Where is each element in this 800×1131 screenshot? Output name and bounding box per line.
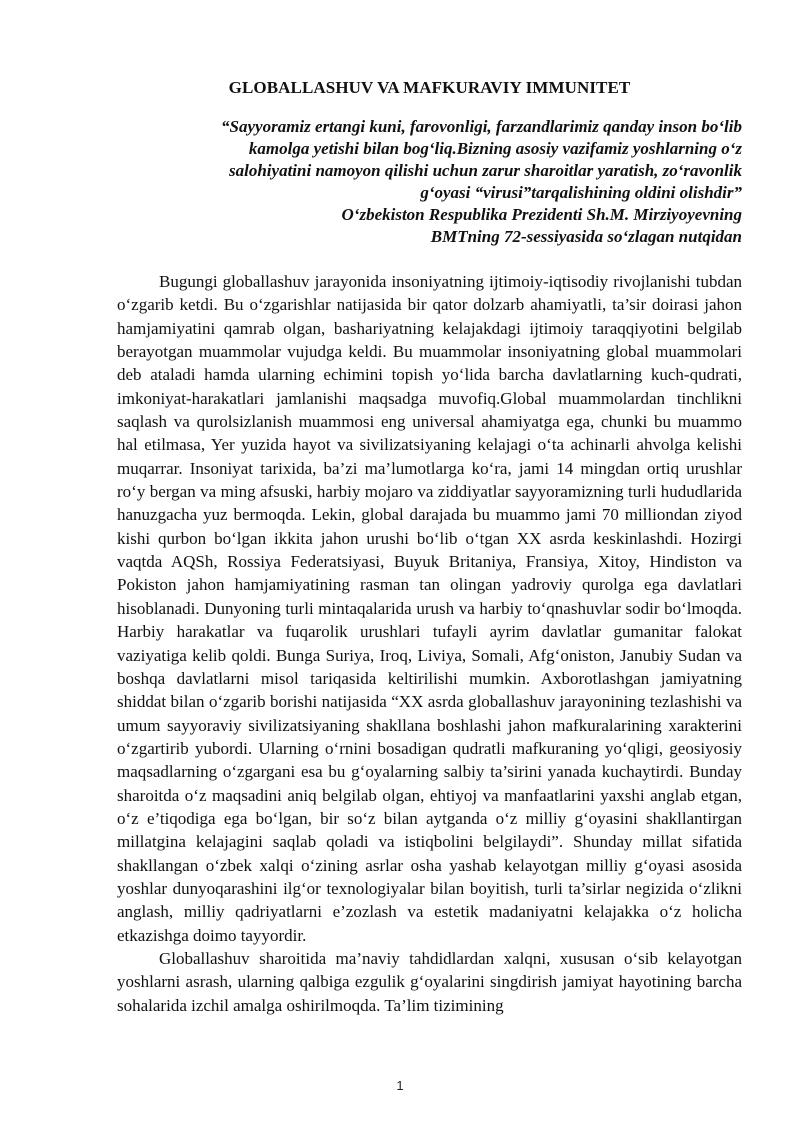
document-title: GLOBALLASHUV VA MAFKURAVIY IMMUNITET	[228, 78, 631, 97]
paragraph: Bugungi globallashuv jarayonida insoniyatning ijtimoiy-iqtisodiy rivojlanishi tubdan o‘zgarib ketdi. Bu o‘zgarishlar natijasida bir qator dolzarb ahamiyatli, ta’sir doirasi jahon hamjamiyatini qamrab olgan, bashariyatning kelajakdagi ijtimoiy taraqqiyotini belgilab berayotgan muammolar vujudga keldi. Bu muammolar insoniyatning global muammolari deb ataladi hamda ularning echimini topish yo‘lida barcha davlatlarning kuch-qudrati, imkoniyat-harakatlari jamlanishi maqsadga muvofiq.Global muammolardan tinchlikni saqlash va qurolsizlanish muammosi eng universal ahamiyatga ega, chunki bu muammo hal etilmasa, Yer yuzida hayot va sivilizatsiyaning kelajagi o‘ta achinarli ahvolga kelishi muqarrar. Insoniyat tarixida, ba’zi ma’lumotlarga ko‘ra, jami 14 mingdan ortiq urushlar ro‘y bergan va ming afsuski, harbiy mojaro va ziddiyatlar sayyoramizning turli hududlarida hanuzgacha yuz bermoqda. Lekin, global darajada bu muammo jami 70 milliondan ziyod kishi qurbon bo‘lgan ikkita jahon urushi bo‘lib o‘tgan XX asrda keskinlashdi. Hozirgi vaqtda AQSh, Rossiya Federatsiyasi, Buyuk Britaniya, Fransiya, Xitoy, Hindiston va Pokiston jahon hamjamiyatining rasman tan olingan yadroviy qurolga ega davlatlari hisoblanadi. Dunyoning turli mintaqalarida urush va harbiy to‘qnashuvlar sodir bo‘lmoqda. Harbiy harakatlar va fuqarolik urushlari tufayli ayrim davlatlar gumanitar falokat vaziyatiga kelib qoldi. Bunga Suriya, Iroq, Liviya, Somali, Afg‘oniston, Janubiy Sudan va boshqa davlatlarni misol tariqasida keltirilishi mumkin. Axborotlashgan jamiyatning shiddat bilan o‘zgarib borishi natijasida “XX asrda globallashuv jarayonining tezlashishi va umum sayyoraviy sivilizatsiyaning shakllana boshlashi jahon mafkuralarining xarakterini o‘zgartirib yubordi. Ularning o‘rnini bosadigan qudratli mafkuraning yo‘qligi, geosiyosiy maqsadlarning o‘zgargani esa bu g‘oyalarning salbiy ta’sirini yanada kuchaytirdi. Bunday sharoitda o‘z maqsadini aniq belgilab olgan, ehtiyoj va manfaatlarini yaxshi anglab etgan, o‘z e’tiqodiga ega bo‘lgan, bir so‘z bilan aytganda o‘z milliy g‘oyasini shakllantirgan millatgina kelajagini saqlab qoladi va istiqbolini belgilaydi”. Shunday millat sifatida shakllangan o‘zbek xalqi o‘zining asrlar osha yashab kelayotgan milliy g‘oyasi asosida yoshlar dunyoqarashini ilg‘or texnologiyalar bilan boyitish, turli ta’sirlar negizida o‘zlikni anglash, milliy qadriyatlarni e’zozlash va estetik madaniyatni kelajakka o‘z holicha etkazishga doimo tayyordir.	[117, 272, 742, 945]
epigraph	[117, 116, 742, 248]
page-number: 1	[396, 1078, 404, 1093]
paragraph: Globallashuv sharoitida ma’naviy tahdidlardan xalqni, xususan o‘sib kelayotgan yoshlarni asrash, ularning qalbiga ezgulik g‘oyalarini singdirish jamiyat hayotining barcha sohalarida izchil amalga oshirilmoqda. Ta’lim tizimining	[117, 948, 742, 1015]
epigraph-source-line-2: BMTning 72-sessiyasida so‘zlagan nutqidan	[430, 227, 742, 246]
epigraph-source-line-1: O‘zbekiston Respublika Prezidenti Sh.M. Mirziyoyevning	[341, 205, 742, 224]
body-text	[117, 270, 742, 1017]
epigraph-quote: “Sayyoramiz ertangi kuni, farovonligi, farzandlarimiz qanday inson bo‘lib kamolga yetishi bilan bog‘liq.Bizning asosiy vazifamiz yoshlarning o‘z salohiyatini namoyon qilishi uchun zarur sharoitlar yaratish, zo‘ravonlik g‘oyasi “virusi”tarqalishining oldini olishdir”	[221, 117, 742, 202]
